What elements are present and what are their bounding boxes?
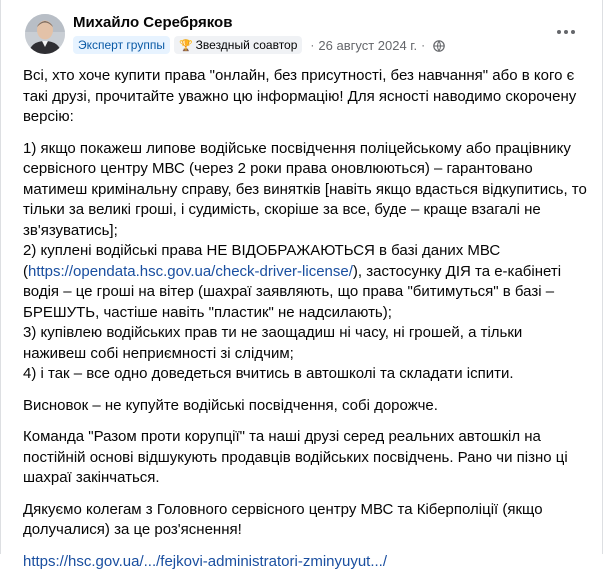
list-item-1: 1) якщо покажеш липове водійське посвідчення поліцейському або працівнику сервісного центру МВС (через 2 роки права оновлюються) – гарантовано матимеш кримінальну справу, без винятків [навіть якщо вдасться відкупитись, то тільки за великі гроші, і судимість, скоріше за все, буде – краще взагалі не зв'язуватись]; (23, 139, 587, 239)
team-paragraph: Команда "Разом проти корупції" та наші друзі серед реальних автошкіл на постійній основі відшукують продавців водійських посвідчень. Рано чи пізно ці шахраї закінчаться. (23, 428, 568, 486)
opendata-link[interactable]: https://opendata.hsc.gov.ua/check-driver-license/ (28, 262, 353, 280)
star-contributor-badge[interactable] (174, 36, 302, 54)
author-name[interactable]: Михайло Серебряков (73, 14, 233, 31)
list-item-2 (23, 241, 588, 323)
hsc-article-link[interactable]: https://hsc.gov.ua/.../fejkovi-administratori-zminyuyut.../ (23, 552, 388, 570)
meta-separator: · (310, 38, 315, 52)
globe-icon (433, 39, 445, 51)
more-options-icon[interactable] (554, 22, 578, 42)
meta-separator-2: · (421, 38, 426, 52)
post-header (15, 12, 588, 60)
post-date[interactable]: 26 август 2024 г. (318, 37, 418, 53)
list-item-4: 4) і так – все одно доведеться вчитись в автошколі та складати іспити. (23, 365, 514, 382)
star-contributor-label: Звездный соавтор (195, 38, 298, 52)
list-item-2-text-b: ), застосунку ДІЯ та е-кабінеті водія – це гроші на вітер (шахраї заявляють, що права "битимуться" в базі – БРЕШУТЬ, частіше навіть "пластик" не надсилають); (23, 262, 562, 321)
thanks-paragraph: Дякуємо колегам з Головного сервісного центру МВС та Кіберполіції (якщо долучалися) за це роз'яснення! (23, 500, 543, 538)
trophy-icon: 🏆 (178, 39, 193, 52)
expert-badge[interactable]: Эксперт группы (73, 36, 170, 54)
list-item-2-text-a: 2) куплені водійські права НЕ ВІДОБРАЖАЮТЬСЯ в базі даних МВС ( (23, 242, 501, 280)
avatar[interactable] (25, 14, 65, 54)
post-body (23, 66, 588, 583)
post-meta (73, 36, 445, 54)
conclusion-paragraph: Висновок – не купуйте водійські посвідчення, собі дорожче. (23, 396, 438, 414)
list-item-3: 3) купівлею водійських прав ти не заощадиш ні часу, ні грошей, а тільки наживеш собі неприємності зі слідчим; (23, 324, 523, 362)
intro-paragraph: Всі, хто хоче купити права "онлайн, без присутності, без навчання" або в кого є такі друзі, прочитайте уважно цю інформацію! Для ясності наводимо скорочену версію: (23, 67, 577, 125)
